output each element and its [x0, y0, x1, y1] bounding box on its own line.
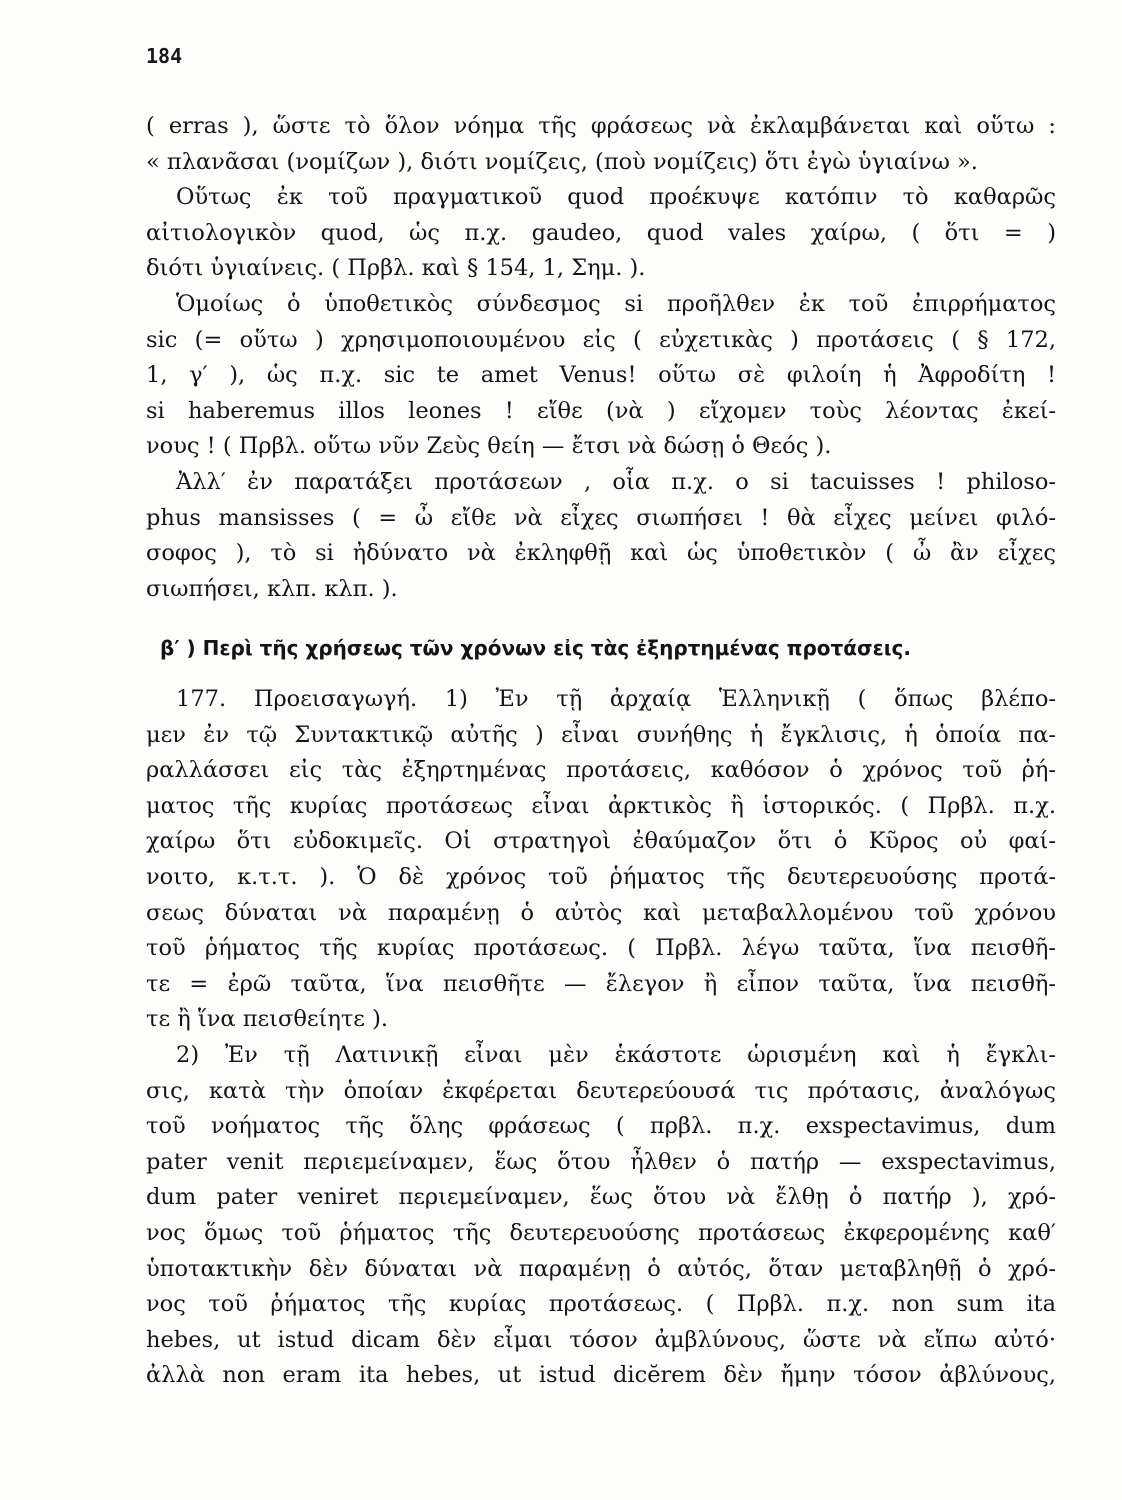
text-line: sic (= οὕτω ) χρησιμοποιουμένου εἰς ( εὐχετικὰς ) προτάσεις ( § 172, [146, 326, 1056, 353]
text-line: νος ὅμως τοῦ ῥήματος τῆς δευτερευούσης προτάσεως ἐκφερομένης καθ′ [146, 1219, 1056, 1246]
text-line: μεν ἐν τῷ Συντακτικῷ αὐτῆς ) εἶναι συνήθης ἡ ἔγκλισις, ἡ ὁποία πα- [146, 721, 1056, 748]
text-line: ( erras ), ὥστε τὸ ὅλον νόημα τῆς φράσεως νὰ ἐκλαμβάνεται καὶ οὕτω : [146, 113, 1056, 139]
text-line: 177. Προεισαγωγή. 1) Ἐν τῇ ἀρχαίᾳ Ἑλληνικῇ ( ὅπως βλέπο- [176, 686, 1056, 712]
text-line: ραλλάσσει εἰς τὰς ἐξηρτημένας προτάσεις, καθόσον ὁ χρόνος τοῦ ῥή- [146, 757, 1056, 784]
text-line: ὑποτακτικὴν δὲν δύναται νὰ παραμένῃ ὁ αὐτός, ὅταν μεταβληθῇ ὁ χρό- [146, 1255, 1056, 1282]
text-line: si haberemus illos leones ! εἴθε (νὰ ) εἴχομεν τοὺς λέοντας ἐκεί- [146, 397, 1056, 424]
text-line: διότι ὑγιαίνεις. ( Πρβλ. καὶ § 154, 1, Σημ. ). [146, 255, 646, 282]
text-line: σιωπήσει, κλπ. κλπ. ). [146, 575, 398, 602]
text-line: σοφος ), τὸ si ἠδύνατο νὰ ἐκληφθῇ καὶ ὡς ὑποθετικὸν ( ὦ ἂν εἶχες [146, 540, 1056, 567]
text-line: Ἀλλ′ ἐν παρατάξει προτάσεων , οἷα π.χ. o si tacuisses ! philoso- [176, 468, 1056, 495]
text-line: τε = ἐρῶ ταῦτα, ἵνα πεισθῆτε — ἔλεγον ἢ εἶπον ταῦτα, ἵνα πεισθῆ- [146, 970, 1056, 997]
text-line: νος τοῦ ῥήματος τῆς κυρίας προτάσεως. ( Πρβλ. π.χ. non sum ita [146, 1291, 1056, 1318]
text-line: 1, γ′ ), ὡς π.χ. sic te amet Venus! οὕτω σὲ φιλοίη ἡ Ἀφροδίτη ! [146, 362, 1056, 389]
text-line: σις, κατὰ τὴν ὁποίαν ἐκφέρεται δευτερεύουσά τις πρότασις, ἀναλόγως [146, 1077, 1056, 1104]
paragraph-block-lower [146, 682, 1056, 1394]
page-number: 184 [146, 44, 183, 68]
text-line: τοῦ ῥήματος τῆς κυρίας προτάσεως. ( Πρβλ. λέγω ταῦτα, ἵνα πεισθῆ- [146, 935, 1056, 962]
text-line: dum pater veniret περιεμείναμεν, ἕως ὅτου νὰ ἔλθῃ ὁ πατήρ ), χρό- [146, 1184, 1056, 1211]
text-line: Ὁμοίως ὁ ὑποθετικὸς σύνδεσμος si προῆλθεν ἐκ τοῦ ἐπιρρήματος [176, 290, 1056, 317]
text-line: pater venit περιεμείναμεν, ἕως ὅτου ἦλθεν ὁ πατήρ — exspectavimus, [146, 1148, 1056, 1175]
text-line: phus mansisses ( = ὦ εἴθε νὰ εἶχες σιωπήσει ! θὰ εἶχες μείνει φιλό- [146, 504, 1056, 531]
text-line: Οὕτως ἐκ τοῦ πραγματικοῦ quod προέκυψε κατόπιν τὸ καθαρῶς [176, 184, 1056, 211]
paragraph-block-upper [146, 109, 1056, 607]
text-line: χαίρω ὅτι εὐδοκιμεῖς. Οἱ στρατηγοὶ ἐθαύμαζον ὅτι ὁ Κῦρος οὐ φαί- [146, 828, 1056, 855]
text-line: ἀλλὰ non eram ita hebes, ut istud dicĕrem δὲν ἤμην τόσον ἀβλύνους, [146, 1362, 1056, 1389]
text-line: νους ! ( Πρβλ. οὕτω νῦν Ζεὺς θείη — ἔτσι νὰ δώσῃ ὁ Θεός ). [146, 433, 832, 460]
section-heading: β′ ) Περὶ τῆς χρήσεως τῶν χρόνων εἰς τὰς ἐξηρτημένας προτάσεις. [160, 636, 912, 660]
text-line: τε ἢ ἵνα πεισθείητε ). [146, 1006, 389, 1033]
text-line: ματος τῆς κυρίας προτάσεως εἶναι ἀρκτικὸς ἢ ἱστορικός. ( Πρβλ. π.χ. [146, 792, 1056, 819]
text-line: νοιτο, κ.τ.τ. ). Ὁ δὲ χρόνος τοῦ ῥήματος τῆς δευτερευούσης προτά- [146, 863, 1056, 890]
text-line: hebes, ut istud dicam δὲν εἶμαι τόσον ἀμβλύνους, ὥστε νὰ εἴπω αὐτό· [146, 1326, 1056, 1353]
text-line: αἰτιολογικὸν quod, ὡς π.χ. gaudeo, quod vales χαίρω, ( ὅτι = ) [146, 219, 1056, 246]
text-line: « πλανᾶσαι (νομίζων ), διότι νομίζεις, (ποὺ νομίζεις) ὅτι ἐγὼ ὑγιαίνω ». [146, 148, 978, 175]
text-line: σεως δύναται νὰ παραμένῃ ὁ αὐτὸς καὶ μεταβαλλομένου τοῦ χρόνου [146, 899, 1056, 926]
text-line: τοῦ νοήματος τῆς ὅλης φράσεως ( πρβλ. π.χ. exspectavimus, dum [146, 1113, 1056, 1140]
text-line: 2) Ἐν τῇ Λατινικῇ εἶναι μὲν ἑκάστοτε ὡρισμένη καὶ ἡ ἔγκλι- [176, 1041, 1056, 1068]
